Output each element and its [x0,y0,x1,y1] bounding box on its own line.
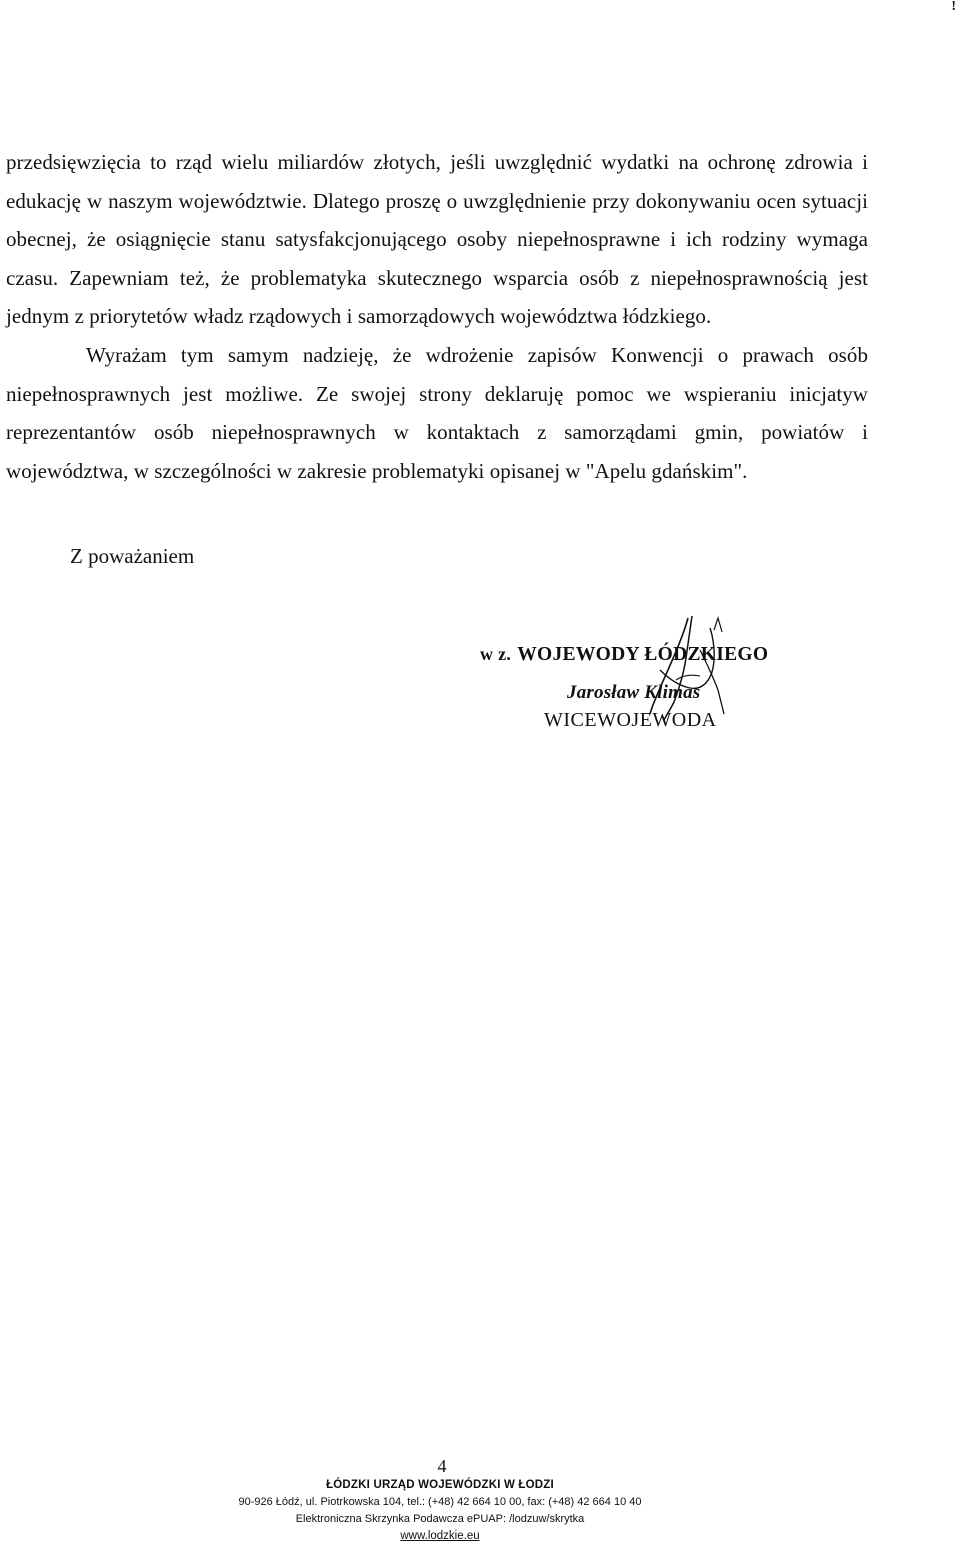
corner-mark: ! [951,0,956,14]
page-footer [0,1455,880,1545]
page-number: 4 [437,1456,447,1476]
footer-office-name: ŁÓDZKI URZĄD WOJEWÓDZKI W ŁODZI [326,1479,554,1491]
signature-prefix: w z. [480,644,512,664]
signature-block [480,640,840,760]
signature-office-line [480,644,768,666]
signatory-position: WICEWOJEWODA [544,709,717,731]
footer-website-link[interactable]: www.lodzkie.eu [400,1530,480,1542]
body-paragraph-1: przedsięwzięcia to rząd wielu miliardów złotych, jeśli uwzględnić wydatki na ochronę zdrowia i edukację w naszym województwie. Dlatego proszę o uwzględnienie przy dokonywaniu ocen sytuacji obecnej, że osiągnięcie stanu satysfakcjonującego osoby niepełnosprawne i ich rodziny wymaga czasu. Zapewniam też, że problematyka skutecznego wsparcia osób z niepełnosprawnością jest jednym z priorytetów władz rządowych i samorządowych województwa łódzkiego. [6,150,868,329]
footer-address: 90-926 Łódź, ul. Piotrkowska 104, tel.: (+48) 42 664 10 00, fax: (+48) 42 664 10 40 [238,1496,642,1508]
signature-office-title: WOJEWODY ŁÓDZKIEGO [517,644,769,665]
footer-epuap: Elektroniczna Skrzynka Podawcza ePUAP: /lodzuw/skrytka [295,1513,585,1525]
signatory-name: Jarosław Klimas [567,682,701,703]
closing-salutation: Z poważaniem [70,544,195,568]
body-paragraph-2: Wyrażam tym samym nadzieję, że wdrożenie zapisów Konwencji o prawach osób niepełnosprawnych jest możliwe. Ze swojej strony deklaruję pomoc we wspieraniu inicjatyw reprezentantów osób niepełnosprawnych w kontaktach z samorządami gmin, powiatów i województwa, w szczególności w zakresie problematyki opisanej w "Apelu gdańskim". [6,342,868,483]
letter-body [6,143,868,490]
